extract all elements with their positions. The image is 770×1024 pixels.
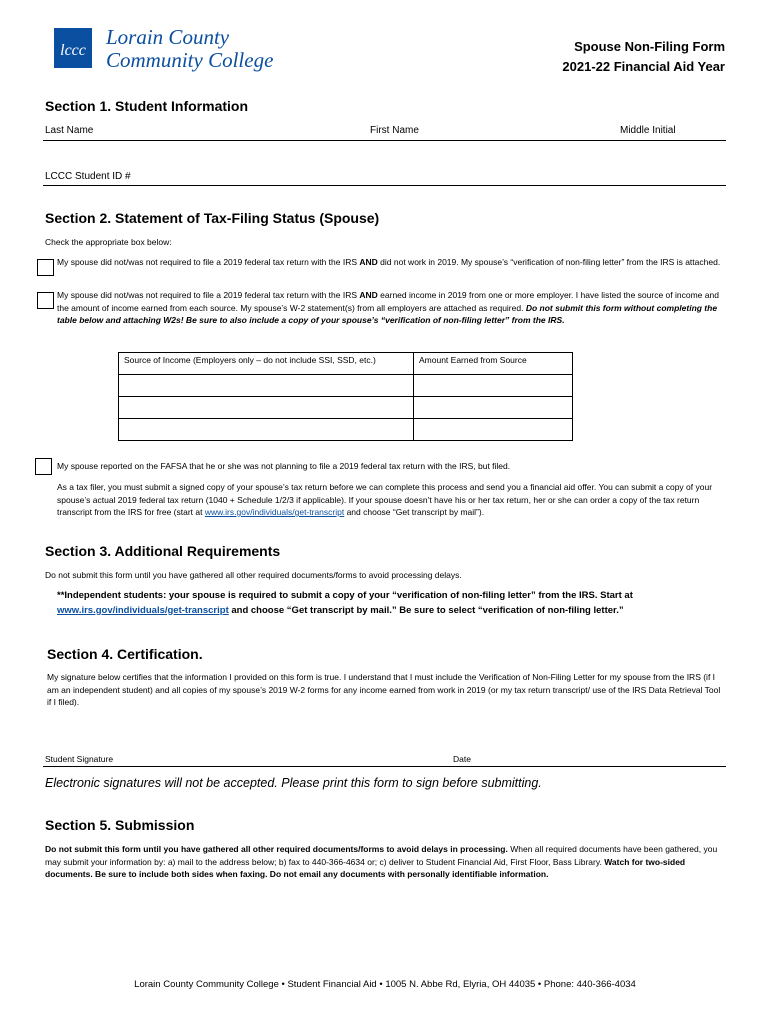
- name-fields-input-area[interactable]: [43, 142, 726, 162]
- income-table: [118, 352, 573, 441]
- income-amount-cell[interactable]: [414, 375, 573, 397]
- electronic-signature-note: Electronic signatures will not be accepted. Please print this form to sign before submitting.: [45, 776, 542, 790]
- section1-heading: Section 1. Student Information: [45, 98, 249, 114]
- first-name-label: First Name: [370, 125, 419, 136]
- college-name-line2: Community College: [106, 48, 274, 72]
- logo-initials: lccc: [60, 42, 86, 59]
- student-id-label: LCCC Student ID #: [45, 171, 131, 182]
- option3-text: My spouse reported on the FAFSA that he or she was not planning to file a 2019 federal tax return with the IRS, but filed.: [57, 461, 511, 471]
- table-row: [119, 419, 573, 441]
- last-name-label: Last Name: [45, 125, 94, 136]
- section5-heading: Section 5. Submission: [45, 817, 195, 833]
- section4-heading: Section 4. Certification.: [47, 646, 203, 662]
- student-id-line: [43, 185, 726, 186]
- irs-transcript-link-2[interactable]: www.irs.gov/individuals/get-transcript: [57, 604, 229, 616]
- option2-checkbox[interactable]: [37, 292, 54, 309]
- section2-instruction: Check the appropriate box below:: [45, 237, 172, 247]
- signature-input[interactable]: [120, 738, 440, 764]
- form-year: 2021-22 Financial Aid Year: [562, 59, 725, 74]
- college-logo-mark: [54, 28, 92, 68]
- student-id-input[interactable]: [140, 166, 726, 184]
- date-input[interactable]: [478, 738, 726, 764]
- option1-checkbox[interactable]: [37, 259, 54, 276]
- lccc-logo-icon: [54, 28, 92, 68]
- form-title-block: [562, 37, 725, 77]
- income-amount-cell[interactable]: [414, 419, 573, 441]
- table-row: [119, 397, 573, 419]
- certification-text: My signature below certifies that the information I provided on this form is true. I understand that I must include the Verification of Non-Filing Letter for my spouse from the IRS (if I am an independent student) and all copies of my spouse’s 2019 W-2 forms for any income earned from work in 2019 (or my tax return transcript/ use of the IRS Data Retrieval Tool if I filed).: [47, 672, 721, 707]
- income-source-cell[interactable]: [119, 375, 414, 397]
- option3-detail: As a tax filer, you must submit a signed copy of your spouse’s tax return before we can complete this process and send you a financial aid offer. You can submit a copy of your spouse’s actual 2019 federal tax return (1040 + Schedule 1/2/3 if applicable). If your spouse doesn’t have his or her tax return, her or she can order a copy of the tax return transcript from the IRS for free (start at www.irs.gov/individuals/get-transcript and choose “Get transcript by mail”).: [57, 482, 713, 517]
- irs-transcript-link[interactable]: www.irs.gov/individuals/get-transcript: [204, 507, 345, 517]
- option3-checkbox[interactable]: [35, 458, 52, 475]
- section3-heading: Section 3. Additional Requirements: [45, 543, 281, 559]
- signature-line: [43, 766, 726, 767]
- option2-text: My spouse did not/was not required to file a 2019 federal tax return with the IRS AND earned income in 2019 from one or more employer. I have listed the source of income and the amount of income earned from each source. My spouse’s W-2 statement(s) from all employers are attached as required. Do not submit this form without completing the table below and attaching W2s! Be sure to also include a copy of your spouse’s “verification of non-filing letter” from the IRS.: [57, 290, 719, 325]
- signature-label: Student Signature: [45, 754, 114, 764]
- college-name: [106, 26, 273, 72]
- option1-text: My spouse did not/was not required to file a 2019 federal tax return with the IRS AND did not work in 2019. My spouse’s “verification of non-filing letter” from the IRS is attached.: [57, 257, 721, 267]
- section2-heading: Section 2. Statement of Tax-Filing Status (Spouse): [45, 210, 380, 226]
- submission-text: Do not submit this form until you have gathered all other required documents/forms to avoid delays in processing. When all required documents have been gathered, you may submit your information by: a) mail to the address below; b) fax to 440-366-4634 or; c) deliver to Student Financial Aid, First Floor, Bass Library. Watch for two-sided documents. Be sure to include both sides when faxing. Do not email any documents with personally identifiable information.: [45, 844, 718, 879]
- footer-address: Lorain County Community College • Student Financial Aid • 1005 N. Abbe Rd, Elyria, OH 44035 • Phone: 440-366-4034: [134, 979, 636, 990]
- income-amount-cell[interactable]: [414, 397, 573, 419]
- independent-student-note: **Independent students: your spouse is required to submit a copy of your “verification of non-filing letter” from the IRS. Start at www.irs.gov/individuals/get-transcript and choose “Get transcript by mail.” Be sure to select “verification of non-filing letter.”: [57, 590, 633, 616]
- college-name-line1: Lorain County: [106, 25, 230, 49]
- income-source-cell[interactable]: [119, 397, 414, 419]
- income-source-header: Source of Income (Employers only – do not include SSI, SSD, etc.): [119, 353, 414, 375]
- middle-initial-label: Middle Initial: [620, 125, 676, 136]
- income-table-header: [119, 353, 573, 375]
- income-amount-header: Amount Earned from Source: [414, 353, 573, 375]
- form-title: Spouse Non-Filing Form: [574, 39, 725, 54]
- income-source-cell[interactable]: [119, 419, 414, 441]
- name-field-line: [43, 140, 726, 141]
- table-row: [119, 375, 573, 397]
- section3-text: Do not submit this form until you have gathered all other required documents/forms to avoid processing delays.: [45, 570, 462, 580]
- date-label: Date: [453, 754, 471, 764]
